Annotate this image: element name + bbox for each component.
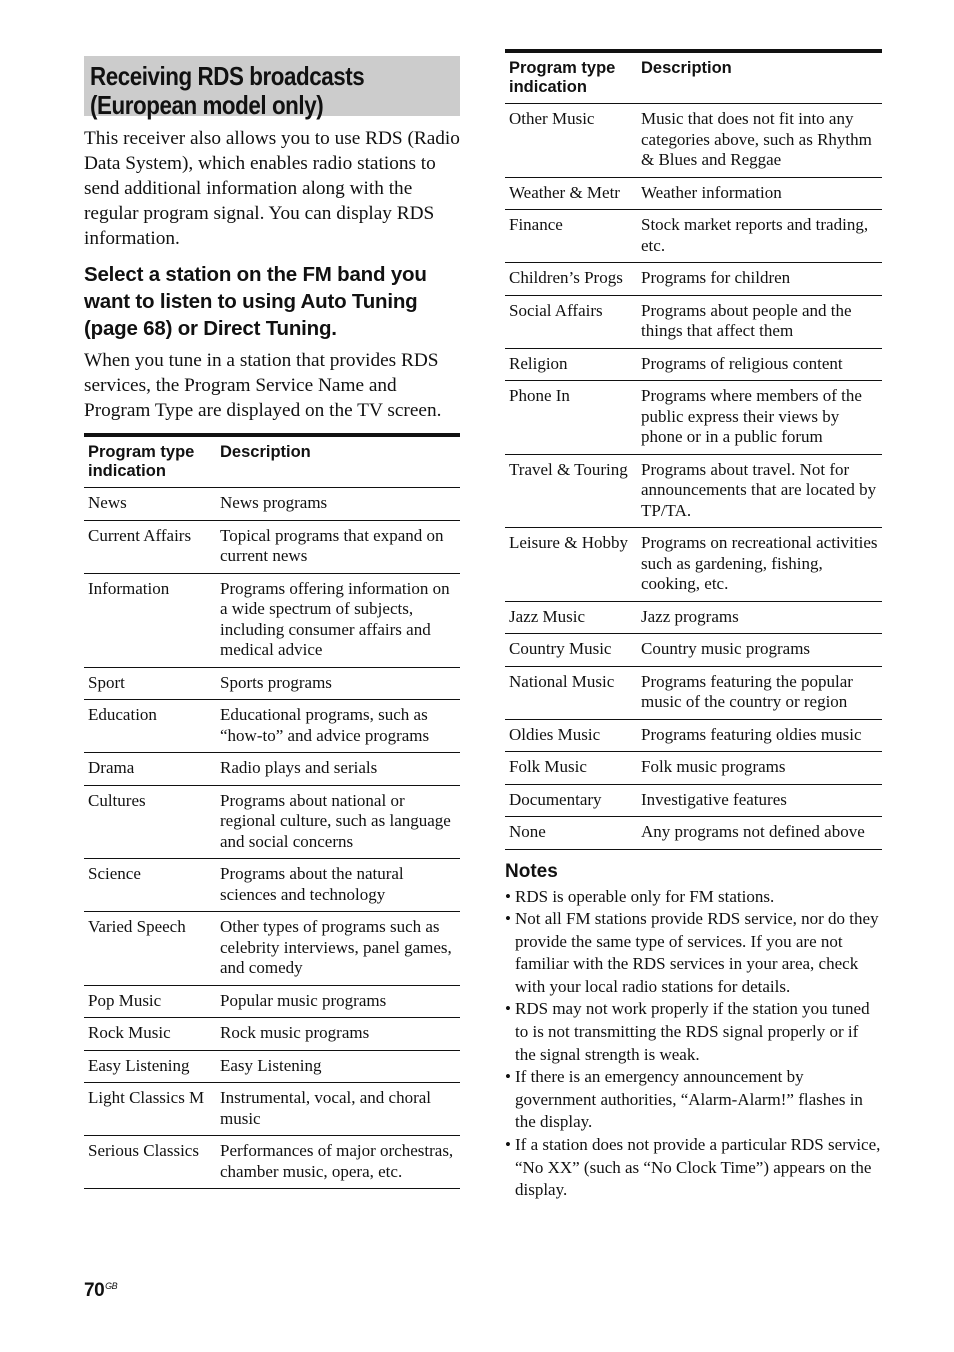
description-cell: Country music programs <box>637 634 882 667</box>
description-cell: Weather information <box>637 177 882 210</box>
description-cell: Programs on recreational activities such as gardening, fishing, cooking, etc. <box>637 528 882 602</box>
program-type-cell: Other Music <box>505 104 637 178</box>
program-type-cell: Travel & Touring <box>505 454 637 528</box>
table-row <box>84 1018 460 1051</box>
header-description: Description <box>637 51 882 104</box>
program-type-cell: None <box>505 817 637 850</box>
program-type-cell: Finance <box>505 210 637 263</box>
table-row <box>84 753 460 786</box>
program-type-cell: Light Classics M <box>84 1083 216 1136</box>
program-type-cell: Pop Music <box>84 985 216 1018</box>
program-type-cell: Weather & Metr <box>505 177 637 210</box>
description-cell: Performances of major orchestras, chamber music, opera, etc. <box>216 1136 460 1189</box>
program-type-cell: Rock Music <box>84 1018 216 1051</box>
section-title-line2: (European model only) <box>90 90 324 120</box>
page-number-value: 70 <box>84 1280 105 1301</box>
description-cell: Programs about the natural sciences and technology <box>216 859 460 912</box>
table-row <box>505 454 882 528</box>
description-cell: Stock market reports and trading, etc. <box>637 210 882 263</box>
table-body-right <box>505 104 882 850</box>
table-row <box>505 381 882 455</box>
table-row <box>505 528 882 602</box>
table-row <box>84 1083 460 1136</box>
program-type-cell: Education <box>84 700 216 753</box>
description-cell: Programs where members of the public express their views by phone or in a public forum <box>637 381 882 455</box>
table-row <box>84 488 460 521</box>
description-cell: Programs for children <box>637 263 882 296</box>
note-item <box>505 908 882 998</box>
description-cell: Instrumental, vocal, and choral music <box>216 1083 460 1136</box>
program-type-cell: Jazz Music <box>505 601 637 634</box>
note-text: If there is an emergency announcement by government authorities, “Alarm-Alarm!” flashes in the display. <box>515 1067 863 1132</box>
notes-list <box>505 886 882 1202</box>
description-cell: Folk music programs <box>637 752 882 785</box>
table-row <box>505 752 882 785</box>
program-type-cell: Cultures <box>84 785 216 859</box>
table-header-row <box>505 51 882 104</box>
table-row <box>505 295 882 348</box>
table-row <box>84 985 460 1018</box>
table-row <box>84 1050 460 1083</box>
notes-title: Notes <box>505 860 558 882</box>
program-type-cell: Social Affairs <box>505 295 637 348</box>
note-item <box>505 1134 882 1202</box>
description-cell: Programs about travel. Not for announcements that are located by TP/TA. <box>637 454 882 528</box>
note-text: RDS is operable only for FM stations. <box>515 886 775 906</box>
description-cell: Jazz programs <box>637 601 882 634</box>
description-cell: Rock music programs <box>216 1018 460 1051</box>
table-row <box>84 700 460 753</box>
description-cell: Programs offering information on a wide spectrum of subjects, including consumer affairs and medical advice <box>216 573 460 667</box>
note-item <box>505 998 882 1066</box>
description-cell: Programs featuring the popular music of the country or region <box>637 666 882 719</box>
table-row <box>84 1136 460 1189</box>
description-cell: News programs <box>216 488 460 521</box>
program-type-cell: Religion <box>505 348 637 381</box>
bullet-icon: • <box>505 909 511 929</box>
description-cell: Programs about people and the things that affect them <box>637 295 882 348</box>
header-program-type-line1: Program type <box>509 59 616 77</box>
description-cell: Programs of religious content <box>637 348 882 381</box>
step-heading: Select a station on the FM band you want to listen to using Auto Tuning (page 68) or Direct Tuning. <box>84 263 427 340</box>
left-column <box>84 56 460 1189</box>
program-type-cell: Varied Speech <box>84 912 216 986</box>
note-item <box>505 886 882 909</box>
program-type-cell: Sport <box>84 667 216 700</box>
description-cell: Programs about national or regional culture, such as language and social concerns <box>216 785 460 859</box>
table-row <box>84 520 460 573</box>
table-row <box>84 573 460 667</box>
page-number <box>84 1280 117 1302</box>
program-type-cell: Folk Music <box>505 752 637 785</box>
program-type-table-left <box>84 433 460 1189</box>
program-type-cell: Children’s Progs <box>505 263 637 296</box>
table-row <box>505 263 882 296</box>
program-type-cell: National Music <box>505 666 637 719</box>
program-type-cell: Leisure & Hobby <box>505 528 637 602</box>
description-cell: Easy Listening <box>216 1050 460 1083</box>
section-header <box>84 56 460 120</box>
table-row <box>505 666 882 719</box>
intro-paragraph: This receiver also allows you to use RDS (Radio Data System), which enables radio stations to send additional information along with the regular program signal. You can display RDS information. <box>84 128 460 249</box>
program-type-cell: Phone In <box>505 381 637 455</box>
description-cell: Sports programs <box>216 667 460 700</box>
table-row <box>505 634 882 667</box>
program-type-cell: Documentary <box>505 784 637 817</box>
program-type-cell: Country Music <box>505 634 637 667</box>
right-column <box>505 49 882 1202</box>
description-cell: Music that does not fit into any categories above, such as Rhythm & Blues and Reggae <box>637 104 882 178</box>
table-row <box>84 912 460 986</box>
table-row <box>84 785 460 859</box>
program-type-cell: Easy Listening <box>84 1050 216 1083</box>
header-program-type-line2: indication <box>88 462 166 480</box>
program-type-table-right <box>505 49 882 850</box>
description-cell: Educational programs, such as “how-to” and advice programs <box>216 700 460 753</box>
table-row <box>84 859 460 912</box>
note-item <box>505 1066 882 1134</box>
header-description: Description <box>216 435 460 488</box>
table-row <box>505 210 882 263</box>
program-type-cell: News <box>84 488 216 521</box>
note-text: If a station does not provide a particular RDS service, “No XX” (such as “No Clock Time”) appears on the display. <box>515 1135 881 1200</box>
section-title-line1: Receiving RDS broadcasts <box>90 61 365 91</box>
table-row <box>84 667 460 700</box>
table-body-left <box>84 488 460 1189</box>
table-row <box>505 784 882 817</box>
table-header-row <box>84 435 460 488</box>
bullet-icon: • <box>505 999 511 1019</box>
description-cell: Topical programs that expand on current news <box>216 520 460 573</box>
bullet-icon: • <box>505 1135 511 1155</box>
program-type-cell: Serious Classics <box>84 1136 216 1189</box>
program-type-cell: Science <box>84 859 216 912</box>
description-cell: Other types of programs such as celebrity interviews, panel games, and comedy <box>216 912 460 986</box>
section-title <box>90 62 403 120</box>
program-type-cell: Oldies Music <box>505 719 637 752</box>
bullet-icon: • <box>505 886 511 906</box>
program-type-cell: Information <box>84 573 216 667</box>
description-cell: Any programs not defined above <box>637 817 882 850</box>
page-number-suffix: GB <box>105 1281 118 1291</box>
header-program-type-line1: Program type <box>88 443 195 461</box>
header-program-type <box>505 51 637 104</box>
table-row <box>505 104 882 178</box>
header-program-type <box>84 435 216 488</box>
table-row <box>505 601 882 634</box>
description-cell: Programs featuring oldies music <box>637 719 882 752</box>
description-cell: Popular music programs <box>216 985 460 1018</box>
note-text: RDS may not work properly if the station you tuned to is not transmitting the RDS signal properly or if the signal strength is weak. <box>515 999 870 1064</box>
step-body: When you tune in a station that provides RDS services, the Program Service Name and Program Type are displayed on the TV screen. <box>84 350 442 421</box>
bullet-icon: • <box>505 1067 511 1087</box>
table-row <box>505 817 882 850</box>
table-row <box>505 719 882 752</box>
program-type-cell: Current Affairs <box>84 520 216 573</box>
description-cell: Radio plays and serials <box>216 753 460 786</box>
table-row <box>505 348 882 381</box>
description-cell: Investigative features <box>637 784 882 817</box>
header-program-type-line2: indication <box>509 78 587 96</box>
note-text: Not all FM stations provide RDS service, nor do they provide the same type of services. If you are not familiar with the RDS services in your area, check with your local radio stations for details. <box>515 909 879 996</box>
table-row <box>505 177 882 210</box>
program-type-cell: Drama <box>84 753 216 786</box>
